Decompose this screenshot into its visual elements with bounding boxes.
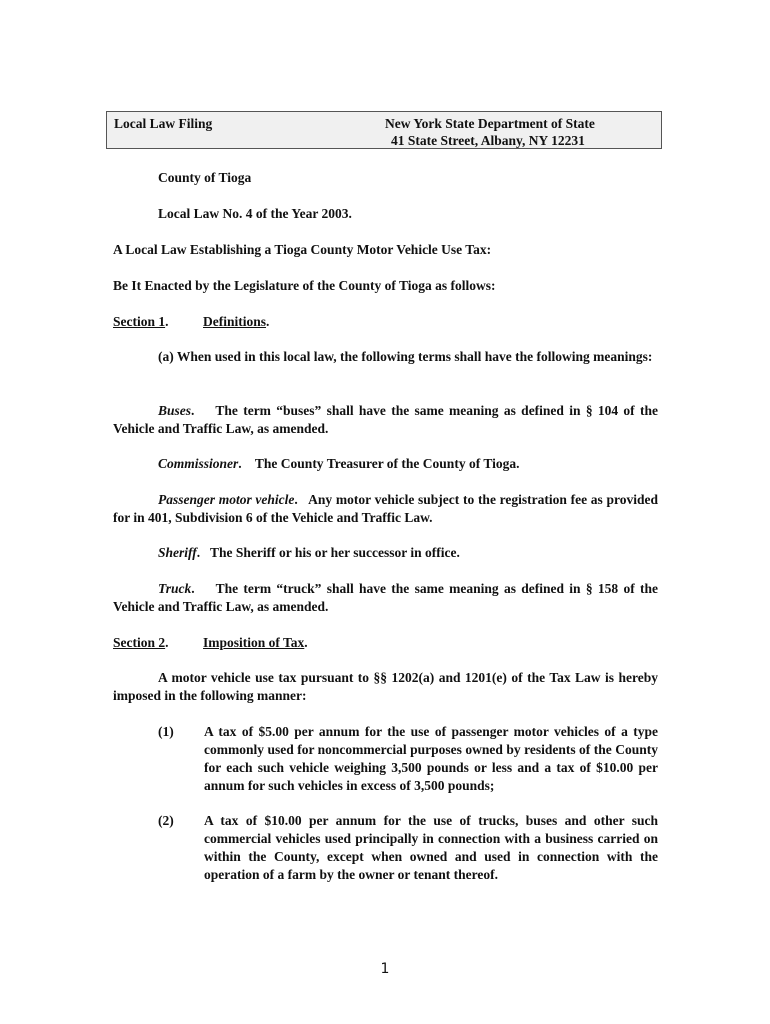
- page-number: 1: [380, 961, 390, 977]
- definition-commissioner: Commissioner. The County Treasurer of the County of Tioga.: [158, 456, 520, 471]
- item-text: A tax of $5.00 per annum for the use of passenger motor vehicles of a type commonly used for noncommercial purposes owned by residents of the County for each such vehicle weighing 3,500 pounds or less and a tax of $10.00 per annum for such vehicles in excess of 3,500 pounds;: [204, 724, 658, 793]
- definition-text: The Sheriff or his or her successor in office.: [210, 545, 460, 560]
- section-1-intro: (a) When used in this local law, the following terms shall have the following meanings:: [158, 349, 653, 364]
- law-number-line: Local Law No. 4 of the Year 2003.: [158, 206, 352, 221]
- definition-passenger-motor-vehicle: Passenger motor vehicle. Any motor vehicle subject to the registration fee as provided for in 401, Subdivision 6 of the Vehicle and Traffic Law.: [113, 492, 659, 525]
- definition-term: Truck: [158, 581, 192, 596]
- definition-truck: Truck. The term “truck” shall have the same meaning as defined in § 158 of the Vehicle and Traffic Law, as amended.: [113, 581, 658, 614]
- header-left-label: Local Law Filing: [114, 116, 213, 131]
- law-title: A Local Law Establishing a Tioga County Motor Vehicle Use Tax:: [113, 242, 492, 257]
- definition-term: Passenger motor vehicle: [158, 492, 295, 507]
- enacting-clause: Be It Enacted by the Legislature of the County of Tioga as follows:: [113, 278, 496, 293]
- header-dept-name: New York State Department of State: [385, 116, 595, 131]
- section-2-heading: Section 2. Imposition of Tax.: [113, 635, 308, 650]
- definition-term: Commissioner: [158, 456, 239, 471]
- item-text: A tax of $10.00 per annum for the use of trucks, buses and other such commercial vehicles used principally in connection with a business carried on within the County, except when owned and used in connection with the operation of a farm by the owner or tenant thereof.: [204, 813, 658, 882]
- definition-term: Buses: [158, 403, 192, 418]
- section-2-label: Section 2: [113, 635, 166, 650]
- definition-text: The term “buses” shall have the same meaning as defined in § 104 of the Vehicle and Traffic Law, as amended.: [113, 403, 658, 436]
- section-2-intro: A motor vehicle use tax pursuant to §§ 1202(a) and 1201(e) of the Tax Law is hereby imposed in the following manner:: [113, 670, 658, 703]
- definition-text: The County Treasurer of the County of Tioga.: [254, 456, 520, 471]
- county-line: County of Tioga: [158, 170, 252, 185]
- header-dept-address: 41 State Street, Albany, NY 12231: [391, 133, 585, 148]
- item-number: (2): [158, 813, 174, 828]
- section-1-heading: Section 1. Definitions.: [113, 314, 270, 329]
- definition-text: Any motor vehicle subject to the registration fee as provided for in 401, Subdivision 6 of the Vehicle and Traffic Law.: [113, 492, 659, 525]
- definition-buses: Buses. The term “buses” shall have the same meaning as defined in § 104 of the Vehicle and Traffic Law, as amended.: [113, 403, 658, 436]
- filing-header-box: [106, 111, 662, 149]
- section-1-label: Section 1: [113, 314, 166, 329]
- definition-sheriff: Sheriff. The Sheriff or his or her successor in office.: [158, 545, 460, 560]
- section-2-title: Imposition of Tax: [203, 635, 305, 650]
- definition-text: The term “truck” shall have the same meaning as defined in § 158 of the Vehicle and Traffic Law, as amended.: [113, 581, 658, 614]
- definition-term: Sheriff: [158, 545, 197, 560]
- item-number: (1): [158, 724, 174, 739]
- section-1-title: Definitions: [203, 314, 267, 329]
